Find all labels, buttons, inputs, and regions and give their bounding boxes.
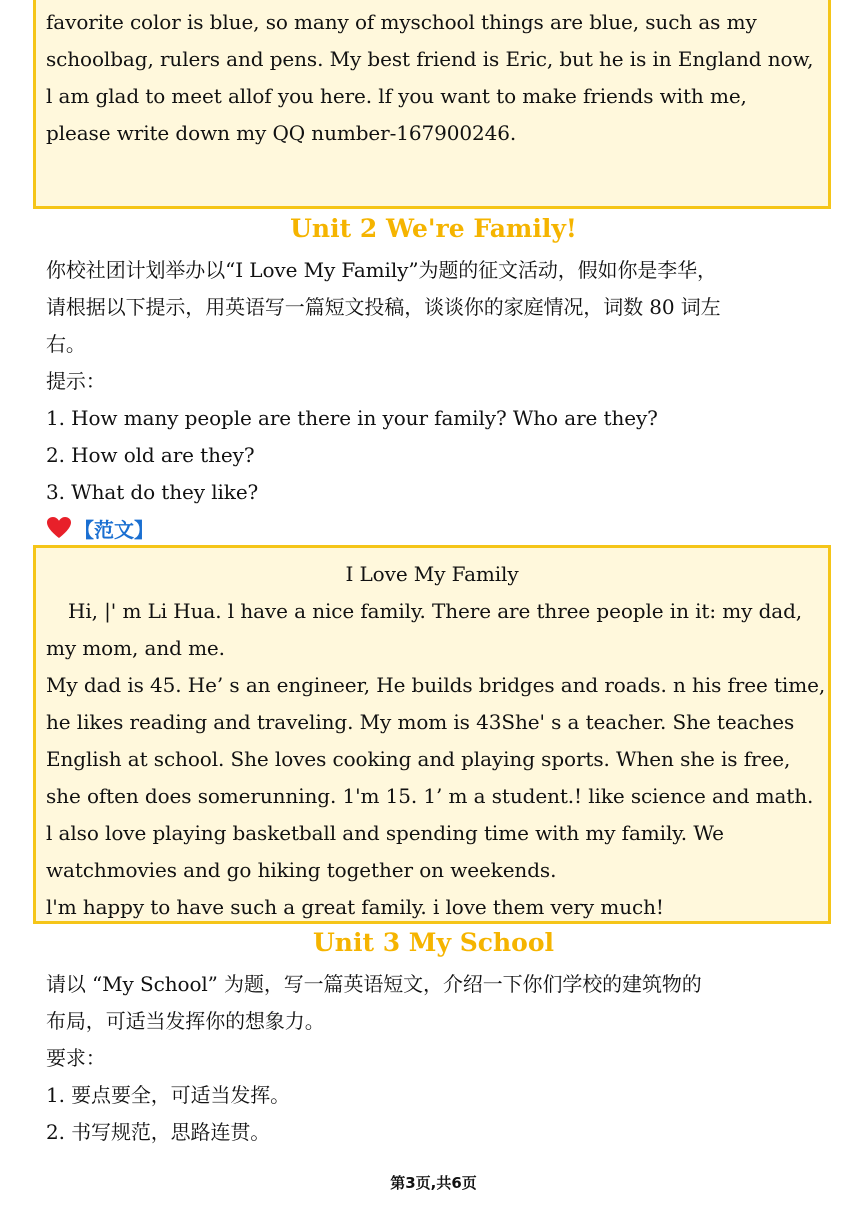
essay-line: please write down my QQ number-167900246. bbox=[46, 121, 517, 145]
unit2-prompt-line: 右。 bbox=[46, 332, 86, 356]
unit2-hint-label: 提示： bbox=[46, 369, 106, 393]
unit3-req-item: 2. 书写规范，思路连贯。 bbox=[46, 1120, 271, 1144]
essay-line: My dad is 45. He’ s an engineer, He builds bridges and roads. n his free time, bbox=[46, 673, 826, 697]
essay-line: Hi, |' m Li Hua. l have a nice family. There are three people in it: my dad, bbox=[68, 599, 803, 623]
unit2-hint-item: 3. What do they like? bbox=[46, 480, 259, 504]
essay-line: l also love playing basketball and spending time with my family. We bbox=[46, 821, 724, 845]
unit3-req-label: 要求： bbox=[46, 1046, 106, 1070]
essay-line: watchmovies and go hiking together on weekends. bbox=[46, 858, 557, 882]
essay-line: l am glad to meet allof you here. lf you want to make friends with me, bbox=[46, 84, 747, 108]
unit2-hint-item: 2. How old are they? bbox=[46, 443, 255, 467]
sample-essay-label-row bbox=[46, 511, 154, 545]
unit2-prompt-line: 请根据以下提示，用英语写一篇短文投稿，谈谈你的家庭情况，词数 80 词左 bbox=[46, 295, 721, 319]
essay-line: l'm happy to have such a great family. i love them very much! bbox=[46, 895, 664, 919]
essay-line: English at school. She loves cooking and playing sports. When she is free, bbox=[46, 747, 791, 771]
unit3-heading: Unit 3 My School bbox=[312, 928, 555, 957]
heart-icon bbox=[46, 516, 72, 540]
unit2-hint-item: 1. How many people are there in your family? Who are they? bbox=[46, 406, 658, 430]
unit3-req-item: 1. 要点要全，可适当发挥。 bbox=[46, 1083, 291, 1107]
essay-line: he likes reading and traveling. My mom is 43She' s a teacher. She teaches bbox=[46, 710, 795, 734]
essay-title: I Love My Family bbox=[345, 562, 519, 586]
essay-line: favorite color is blue, so many of myschool things are blue, such as my bbox=[46, 10, 757, 34]
essay-line: schoolbag, rulers and pens. My best friend is Eric, but he is in England now, bbox=[46, 47, 814, 71]
sample-essay-label: 【范文】 bbox=[74, 517, 154, 542]
essay-continuation-box bbox=[33, 0, 831, 209]
unit2-prompt-line: 你校社团计划举办以“I Love My Family”为题的征文活动，假如你是李华， bbox=[46, 258, 717, 282]
sample-essay-box bbox=[33, 545, 831, 924]
unit2-heading: Unit 2 We're Family! bbox=[290, 214, 577, 243]
unit3-prompt-line: 布局，可适当发挥你的想象力。 bbox=[46, 1009, 325, 1033]
essay-line: she often does somerunning. 1'm 15. 1’ m a student.! like science and math. bbox=[46, 784, 814, 808]
unit3-prompt-line: 请以 “My School” 为题，写一篇英语短文，介绍一下你们学校的建筑物的 bbox=[46, 972, 702, 996]
essay-line: my mom, and me. bbox=[46, 636, 225, 660]
page-number: 第3页,共6页 bbox=[390, 1174, 477, 1192]
